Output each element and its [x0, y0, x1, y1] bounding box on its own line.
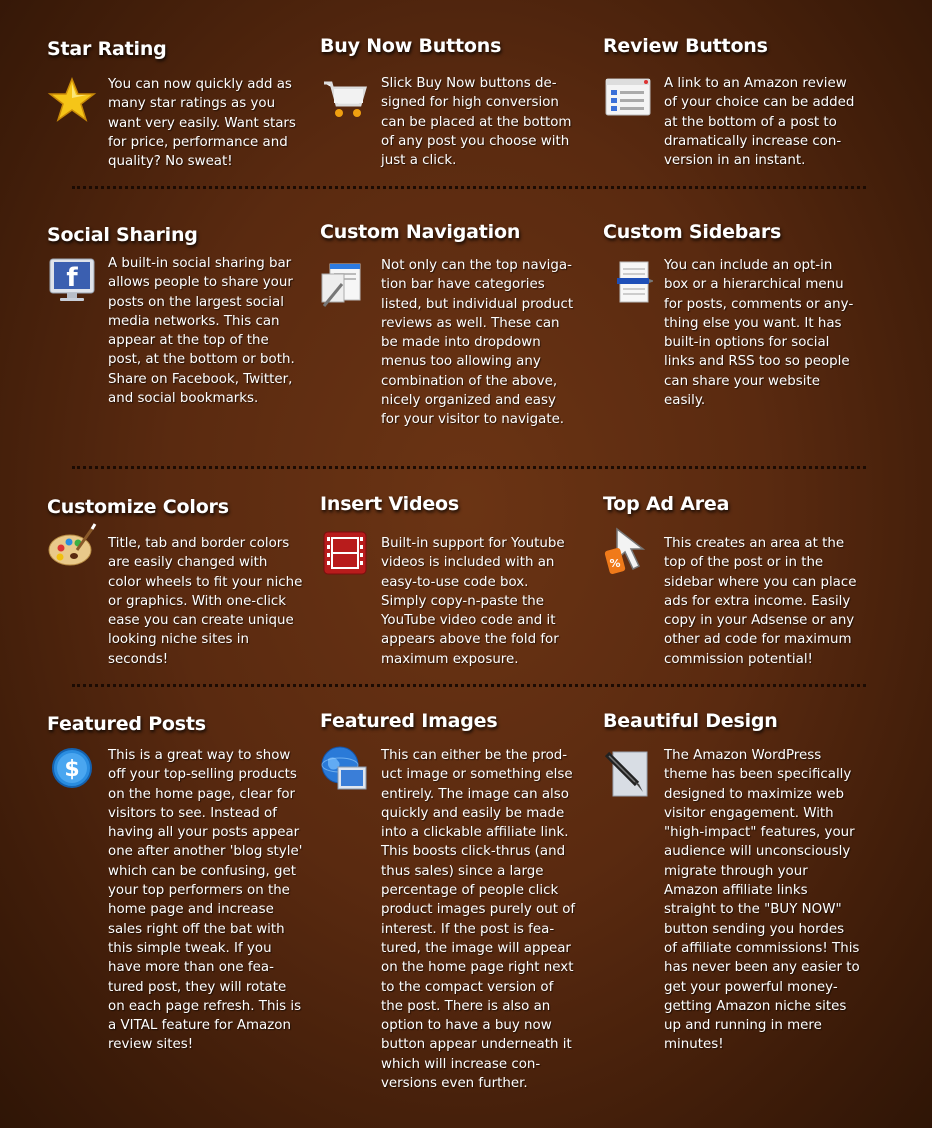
feature-social-sharing	[47, 224, 312, 407]
row-divider	[72, 466, 866, 469]
row-divider	[72, 684, 866, 687]
feature-title: Featured Images	[320, 710, 498, 732]
list-window-icon	[603, 73, 653, 123]
svg-text:%: %	[609, 557, 621, 570]
feature-description: Title, tab and border colors are easily changed with color wheels to fit your niche or graphics. With one-click ease you can create unique looking niche sites in seconds!	[108, 536, 303, 667]
feature-description: Built-in support for Youtube videos is included with an easy-to-use code box. Simply copy-n-paste the YouTube video code and it appears above the fold for maximum exposure.	[381, 536, 565, 667]
feature-description: You can include an opt-in box or a hierarchical menu for posts, comments or anything else you want. It has built-in options for social links and RSS too so people can share your website easily.	[664, 258, 854, 409]
feature-title: Custom Navigation	[320, 221, 521, 243]
navigation-pages-icon	[320, 260, 370, 310]
feature-title: Review Buttons	[603, 35, 768, 57]
feature-description: This is a great way to show off your top-selling products on the home page, clear for visitors to see. Instead of having all your posts appear one after another 'blog style' which can be confusing, get your top performers on the home page and increase sales right off the bat with this simple tweak. If you have more than one featured post, they will rotate on each page refresh. This is a VITAL feature for Amazon review sites!	[108, 748, 303, 1053]
feature-beautiful-design	[603, 710, 868, 1053]
feature-title: Beautiful Design	[603, 710, 778, 732]
globe-image-icon	[320, 745, 370, 795]
feature-title: Featured Posts	[47, 713, 206, 735]
feature-review-buttons	[603, 35, 868, 169]
svg-text:f: f	[66, 263, 78, 293]
facebook-monitor-icon	[47, 256, 97, 306]
pen-design-icon	[603, 748, 653, 798]
feature-featured-posts	[47, 713, 312, 1053]
row-divider	[72, 186, 866, 189]
dollar-coin-icon	[47, 745, 97, 795]
cursor-tag-icon	[603, 527, 653, 577]
feature-title: Insert Videos	[320, 493, 459, 515]
feature-description: The Amazon WordPress theme has been specifically designed to maximize web visitor engagement. With "high-impact" features, your audience will unconsciously migrate through your Amazon affiliate links straight to the "BUY NOW" button sending you hordes of affiliate commissions! This has never been any easier to get your powerful money-getting Amazon niche sites up and running in mere minutes!	[664, 748, 860, 1053]
star-icon	[47, 76, 97, 126]
feature-description: This can either be the product image or something else entirely. The image can also quickly and easily be made into a clickable affiliate link. This boosts click-thrus (and thus sales) since a large percentage of people click product images purely out of interest. If the post is featured, the image will appear on the home page right next to the compact version of the post. There is also an option to have a buy now button appear underneath it which will increase conversions even further.	[381, 748, 576, 1092]
feature-title: Buy Now Buttons	[320, 35, 502, 57]
feature-custom-navigation	[320, 221, 585, 428]
feature-insert-videos	[320, 493, 585, 667]
feature-title: Customize Colors	[47, 496, 229, 518]
feature-featured-images	[320, 710, 585, 1092]
feature-star-rating	[47, 38, 312, 170]
palette-icon	[47, 520, 97, 570]
feature-customize-colors	[47, 496, 312, 667]
feature-description: Not only can the top navigation bar have categories listed, but individual product reviews as well. These can be made into dropdown menus too allowing any combination of the above, nicely organized and easy for your visitor to navigate.	[381, 258, 574, 428]
feature-description: A built-in social sharing bar allows people to share your posts on the largest social media networks. This can appear at the top of the post, at the bottom or both. Share on Facebook, Twitter, and social bookmarks.	[108, 256, 295, 407]
sidebar-document-icon	[603, 258, 653, 308]
feature-description: You can now quickly add as many star ratings as you want very easily. Want stars for price, performance and quality? No sweat!	[108, 77, 296, 170]
svg-text:$: $	[64, 757, 80, 782]
feature-custom-sidebars	[603, 221, 868, 409]
feature-description: A link to an Amazon review of your choice can be added at the bottom of a post to dramatically increase conversion in an instant.	[664, 76, 855, 169]
feature-title: Top Ad Area	[603, 493, 730, 515]
feature-title: Star Rating	[47, 38, 167, 60]
shopping-cart-icon	[320, 73, 370, 123]
film-icon	[320, 528, 370, 578]
feature-buy-now-buttons	[320, 35, 585, 169]
feature-title: Social Sharing	[47, 224, 198, 246]
feature-description: Slick Buy Now buttons designed for high conversion can be placed at the bottom of any post you choose with just a click.	[381, 76, 572, 169]
feature-description: This creates an area at the top of the post or in the sidebar where you can place ads for extra income. Easily copy in your Adsense or any other ad code for maximum commission potential!	[664, 536, 857, 667]
feature-title: Custom Sidebars	[603, 221, 782, 243]
feature-top-ad-area	[603, 493, 868, 667]
